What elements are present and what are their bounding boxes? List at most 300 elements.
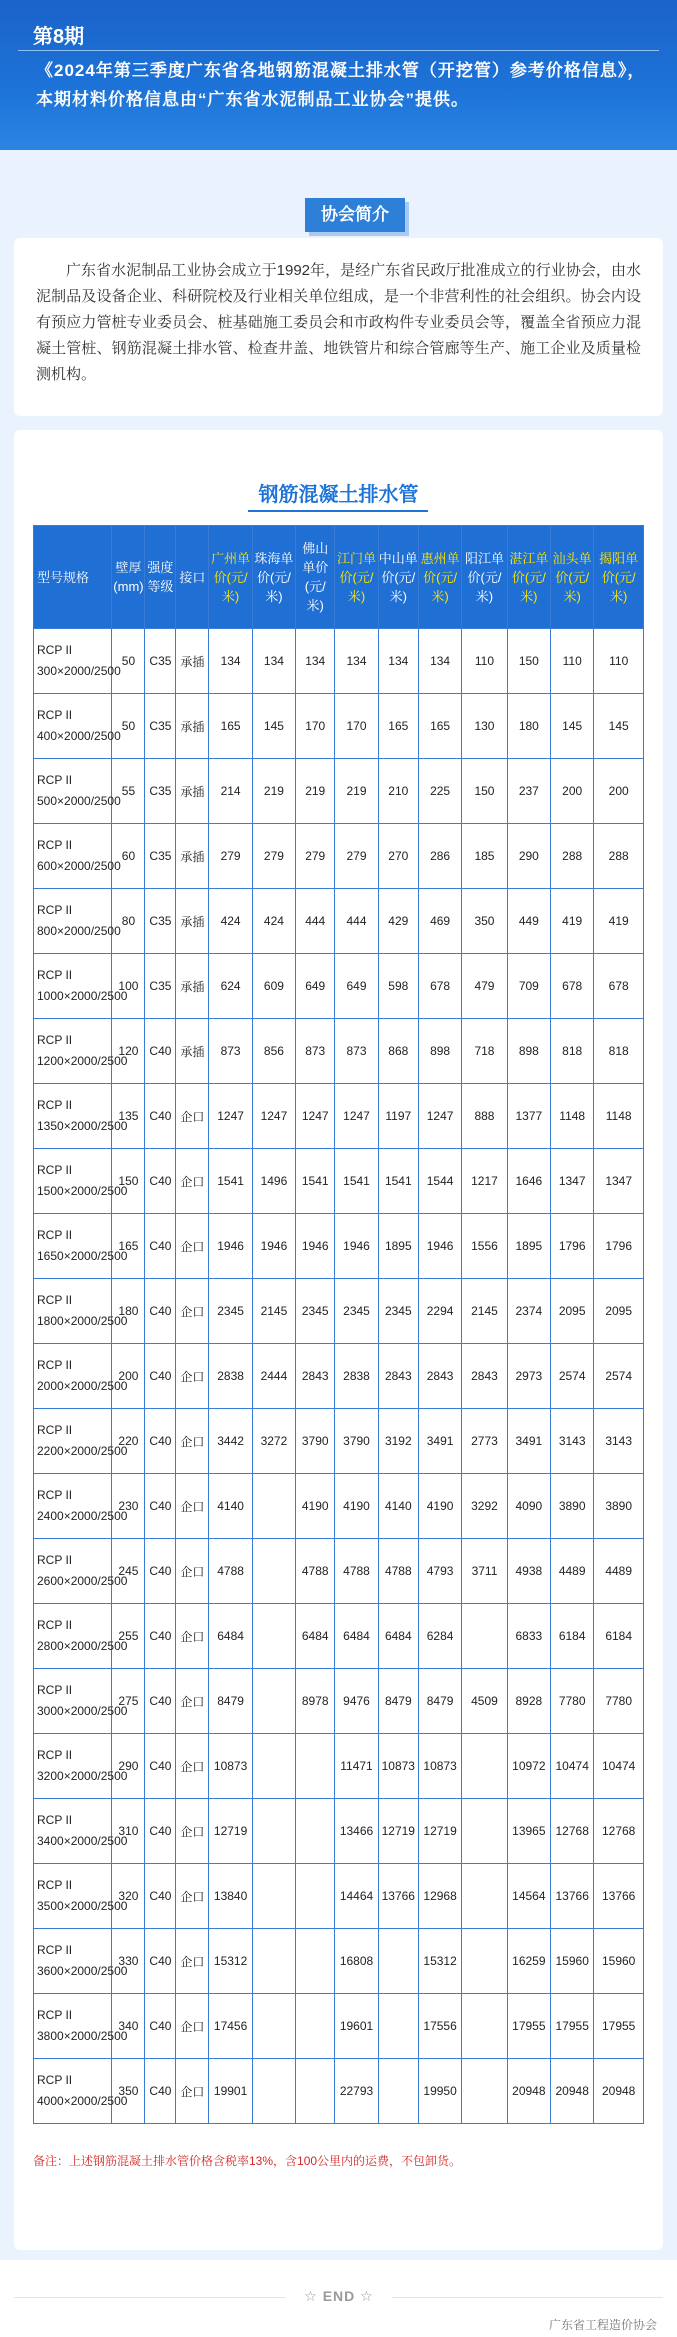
- table-cell: C35: [145, 759, 176, 824]
- table-cell: C35: [145, 694, 176, 759]
- column-header: 中山单价(元/米): [378, 526, 418, 629]
- table-cell: 134: [335, 629, 378, 694]
- table-cell: [378, 1994, 418, 2059]
- table-cell: 2574: [551, 1344, 594, 1409]
- table-cell: [462, 1864, 507, 1929]
- table-cell: 678: [594, 954, 644, 1019]
- table-cell: [252, 1734, 295, 1799]
- end-marker: ☆ END ☆: [304, 2288, 374, 2304]
- table-cell: 4190: [296, 1474, 335, 1539]
- table-cell: [296, 1799, 335, 1864]
- table-row: [34, 1799, 644, 1864]
- table-cell: 3711: [462, 1539, 507, 1604]
- table-row: [34, 1734, 644, 1799]
- table-cell: 3491: [507, 1409, 550, 1474]
- table-cell: 4140: [378, 1474, 418, 1539]
- table-cell: C40: [145, 1669, 176, 1734]
- spec-cell: RCP II 1800×2000/2500: [34, 1279, 112, 1344]
- spec-cell: RCP II 1200×2000/2500: [34, 1019, 112, 1084]
- table-cell: 1347: [551, 1149, 594, 1214]
- table-cell: 818: [551, 1019, 594, 1084]
- table-cell: 180: [112, 1279, 145, 1344]
- table-cell: 110: [594, 629, 644, 694]
- header-divider: [18, 50, 659, 51]
- table-cell: 624: [209, 954, 252, 1019]
- table-row: [34, 2059, 644, 2124]
- spec-cell: RCP II 1350×2000/2500: [34, 1084, 112, 1149]
- table-cell: 150: [507, 629, 550, 694]
- table-cell: [296, 1734, 335, 1799]
- table-cell: 1946: [418, 1214, 461, 1279]
- table-cell: 145: [594, 694, 644, 759]
- table-cell: 企口: [176, 1279, 209, 1344]
- spec-cell: RCP II 500×2000/2500: [34, 759, 112, 824]
- table-cell: 3143: [551, 1409, 594, 1474]
- table-cell: 2345: [378, 1279, 418, 1344]
- table-cell: 4090: [507, 1474, 550, 1539]
- table-cell: 1247: [418, 1084, 461, 1149]
- table-cell: 649: [296, 954, 335, 1019]
- table-cell: 1895: [378, 1214, 418, 1279]
- table-cell: 15960: [594, 1929, 644, 1994]
- spec-cell: RCP II 400×2000/2500: [34, 694, 112, 759]
- spec-cell: RCP II 3400×2000/2500: [34, 1799, 112, 1864]
- table-cell: C35: [145, 629, 176, 694]
- table-row: [34, 1344, 644, 1409]
- table-cell: 17955: [594, 1994, 644, 2059]
- table-cell: 17556: [418, 1994, 461, 2059]
- table-cell: 企口: [176, 1864, 209, 1929]
- column-header: 江门单价(元/米): [335, 526, 378, 629]
- table-cell: 2345: [209, 1279, 252, 1344]
- table-cell: 13965: [507, 1799, 550, 1864]
- table-cell: 1247: [335, 1084, 378, 1149]
- table-cell: 898: [418, 1019, 461, 1084]
- table-cell: 8978: [296, 1669, 335, 1734]
- table-cell: 868: [378, 1019, 418, 1084]
- table-cell: 110: [551, 629, 594, 694]
- table-cell: 1496: [252, 1149, 295, 1214]
- table-cell: C40: [145, 1084, 176, 1149]
- table-row: [34, 1474, 644, 1539]
- table-cell: 1946: [252, 1214, 295, 1279]
- table-cell: 419: [551, 889, 594, 954]
- table-cell: 承插: [176, 759, 209, 824]
- table-cell: 2345: [296, 1279, 335, 1344]
- table-cell: 4140: [209, 1474, 252, 1539]
- table-cell: 330: [112, 1929, 145, 1994]
- table-cell: 200: [594, 759, 644, 824]
- table-cell: 4788: [296, 1539, 335, 1604]
- table-cell: 企口: [176, 1149, 209, 1214]
- table-cell: C40: [145, 1279, 176, 1344]
- table-cell: 170: [335, 694, 378, 759]
- price-table-card: [14, 430, 663, 2250]
- table-cell: 237: [507, 759, 550, 824]
- table-cell: 2843: [378, 1344, 418, 1409]
- table-cell: 10972: [507, 1734, 550, 1799]
- table-cell: 4938: [507, 1539, 550, 1604]
- table-cell: [252, 2059, 295, 2124]
- table-cell: 6833: [507, 1604, 550, 1669]
- table-cell: 678: [551, 954, 594, 1019]
- table-cell: 2095: [551, 1279, 594, 1344]
- footer-divider-left: [14, 2297, 286, 2298]
- table-cell: 1946: [296, 1214, 335, 1279]
- table-cell: C40: [145, 1019, 176, 1084]
- table-cell: 10873: [418, 1734, 461, 1799]
- table-cell: C40: [145, 1994, 176, 2059]
- table-cell: 230: [112, 1474, 145, 1539]
- spec-cell: RCP II 2600×2000/2500: [34, 1539, 112, 1604]
- table-cell: 1895: [507, 1214, 550, 1279]
- table-cell: 424: [252, 889, 295, 954]
- table-cell: 6484: [335, 1604, 378, 1669]
- header-banner: [0, 0, 677, 150]
- table-cell: 145: [252, 694, 295, 759]
- table-cell: 企口: [176, 1344, 209, 1409]
- table-cell: 12768: [551, 1799, 594, 1864]
- table-cell: 15312: [209, 1929, 252, 1994]
- table-cell: 3143: [594, 1409, 644, 1474]
- table-cell: 2145: [462, 1279, 507, 1344]
- table-cell: 1541: [335, 1149, 378, 1214]
- table-cell: 10474: [551, 1734, 594, 1799]
- spec-cell: RCP II 300×2000/2500: [34, 629, 112, 694]
- column-header: 壁厚(mm): [112, 526, 145, 629]
- table-cell: 6284: [418, 1604, 461, 1669]
- table-cell: 13766: [594, 1864, 644, 1929]
- spec-cell: RCP II 1650×2000/2500: [34, 1214, 112, 1279]
- table-cell: 企口: [176, 1084, 209, 1149]
- table-cell: 1247: [296, 1084, 335, 1149]
- table-cell: 15312: [418, 1929, 461, 1994]
- table-cell: 13766: [378, 1864, 418, 1929]
- table-cell: 2095: [594, 1279, 644, 1344]
- table-cell: C40: [145, 1539, 176, 1604]
- table-cell: C40: [145, 1929, 176, 1994]
- table-row: [34, 1409, 644, 1474]
- table-cell: 承插: [176, 1019, 209, 1084]
- table-cell: 1197: [378, 1084, 418, 1149]
- table-cell: 888: [462, 1084, 507, 1149]
- table-cell: 50: [112, 694, 145, 759]
- column-header: 佛山单价(元/米): [296, 526, 335, 629]
- table-cell: 3890: [551, 1474, 594, 1539]
- table-cell: 609: [252, 954, 295, 1019]
- table-cell: 企口: [176, 1214, 209, 1279]
- spec-cell: RCP II 1000×2000/2500: [34, 954, 112, 1019]
- table-row: [34, 824, 644, 889]
- table-cell: 80: [112, 889, 145, 954]
- table-cell: 企口: [176, 1539, 209, 1604]
- table-cell: 2773: [462, 1409, 507, 1474]
- table-cell: 678: [418, 954, 461, 1019]
- table-header-row: [34, 526, 644, 629]
- table-cell: 14564: [507, 1864, 550, 1929]
- table-cell: [252, 1799, 295, 1864]
- table-cell: 17955: [551, 1994, 594, 2059]
- table-cell: 180: [507, 694, 550, 759]
- spec-cell: RCP II 600×2000/2500: [34, 824, 112, 889]
- table-cell: 8479: [378, 1669, 418, 1734]
- table-cell: 19601: [335, 1994, 378, 2059]
- table-row: [34, 1539, 644, 1604]
- table-cell: C40: [145, 1734, 176, 1799]
- table-cell: 286: [418, 824, 461, 889]
- table-cell: 135: [112, 1084, 145, 1149]
- table-cell: 企口: [176, 1994, 209, 2059]
- table-cell: C40: [145, 1214, 176, 1279]
- column-header: 强度等级: [145, 526, 176, 629]
- table-cell: 1946: [335, 1214, 378, 1279]
- table-row: [34, 1994, 644, 2059]
- table-cell: 444: [335, 889, 378, 954]
- table-cell: 3790: [296, 1409, 335, 1474]
- table-cell: 2145: [252, 1279, 295, 1344]
- table-cell: 134: [378, 629, 418, 694]
- table-cell: 承插: [176, 694, 209, 759]
- table-cell: 3790: [335, 1409, 378, 1474]
- table-cell: 1347: [594, 1149, 644, 1214]
- table-title: 钢筋混凝土排水管: [258, 484, 419, 506]
- column-header: 惠州单价(元/米): [418, 526, 461, 629]
- table-row: [34, 1669, 644, 1734]
- spec-cell: RCP II 2000×2000/2500: [34, 1344, 112, 1409]
- table-cell: 145: [551, 694, 594, 759]
- table-cell: 12719: [418, 1799, 461, 1864]
- spec-cell: RCP II 3600×2000/2500: [34, 1929, 112, 1994]
- table-cell: 12968: [418, 1864, 461, 1929]
- table-cell: 企口: [176, 1734, 209, 1799]
- table-cell: 718: [462, 1019, 507, 1084]
- table-row: [34, 629, 644, 694]
- table-cell: 13766: [551, 1864, 594, 1929]
- table-row: [34, 1864, 644, 1929]
- table-row: [34, 1149, 644, 1214]
- table-cell: 185: [462, 824, 507, 889]
- table-cell: 350: [112, 2059, 145, 2124]
- column-header: 型号规格: [34, 526, 112, 629]
- table-cell: 279: [209, 824, 252, 889]
- table-cell: [252, 1604, 295, 1669]
- table-cell: [462, 2059, 507, 2124]
- table-cell: 219: [296, 759, 335, 824]
- table-cell: 134: [252, 629, 295, 694]
- table-cell: [296, 1929, 335, 1994]
- source-watermark: 广东省工程造价协会: [548, 2318, 657, 2332]
- table-cell: [252, 1474, 295, 1539]
- table-cell: 130: [462, 694, 507, 759]
- table-cell: 55: [112, 759, 145, 824]
- intro-text: 广东省水泥制品工业协会成立于1992年，是经广东省民政厅批准成立的行业协会，由水泥制品及设备企业、科研院校及行业相关单位组成，是一个非营利性的社会组织。协会内设有预应力管桩专业委员会、桩基础施工委员会和市政构件专业委员会等，覆盖全省预应力混凝土管桩、钢筋混凝土排水管、检查井盖、地铁管片和综合管廊等生产、施工企业及质量检测机构。: [36, 262, 641, 383]
- table-cell: 255: [112, 1604, 145, 1669]
- table-cell: 275: [112, 1669, 145, 1734]
- table-cell: 165: [378, 694, 418, 759]
- table-cell: 50: [112, 629, 145, 694]
- table-cell: 13466: [335, 1799, 378, 1864]
- table-cell: 1541: [209, 1149, 252, 1214]
- table-cell: 8928: [507, 1669, 550, 1734]
- table-cell: 16259: [507, 1929, 550, 1994]
- table-cell: 165: [112, 1214, 145, 1279]
- table-cell: 1556: [462, 1214, 507, 1279]
- table-cell: 19950: [418, 2059, 461, 2124]
- table-cell: 2838: [209, 1344, 252, 1409]
- table-cell: 60: [112, 824, 145, 889]
- table-cell: 4190: [418, 1474, 461, 1539]
- table-cell: 598: [378, 954, 418, 1019]
- table-cell: 219: [335, 759, 378, 824]
- table-cell: 2838: [335, 1344, 378, 1409]
- table-cell: 17456: [209, 1994, 252, 2059]
- column-header: 接口: [176, 526, 209, 629]
- table-cell: [252, 1929, 295, 1994]
- table-cell: 2294: [418, 1279, 461, 1344]
- table-cell: 200: [112, 1344, 145, 1409]
- table-cell: 6484: [209, 1604, 252, 1669]
- table-cell: 3272: [252, 1409, 295, 1474]
- table-cell: [462, 1994, 507, 2059]
- table-cell: 310: [112, 1799, 145, 1864]
- table-cell: 225: [418, 759, 461, 824]
- table-cell: 210: [378, 759, 418, 824]
- table-cell: 150: [112, 1149, 145, 1214]
- footer-divider-right: [392, 2297, 663, 2298]
- table-cell: 279: [252, 824, 295, 889]
- table-cell: 7780: [551, 1669, 594, 1734]
- table-cell: [296, 1864, 335, 1929]
- table-cell: [378, 2059, 418, 2124]
- table-cell: 1148: [594, 1084, 644, 1149]
- table-cell: 279: [335, 824, 378, 889]
- table-cell: 873: [296, 1019, 335, 1084]
- table-cell: 企口: [176, 1474, 209, 1539]
- table-cell: 承插: [176, 824, 209, 889]
- table-cell: 340: [112, 1994, 145, 2059]
- spec-cell: RCP II 800×2000/2500: [34, 889, 112, 954]
- table-cell: 1247: [252, 1084, 295, 1149]
- table-cell: 6184: [551, 1604, 594, 1669]
- table-cell: 3192: [378, 1409, 418, 1474]
- table-cell: 10873: [378, 1734, 418, 1799]
- table-cell: 245: [112, 1539, 145, 1604]
- table-cell: [462, 1604, 507, 1669]
- table-cell: 承插: [176, 629, 209, 694]
- table-cell: 2843: [462, 1344, 507, 1409]
- table-cell: 2574: [594, 1344, 644, 1409]
- table-cell: 19901: [209, 2059, 252, 2124]
- spec-cell: RCP II 2400×2000/2500: [34, 1474, 112, 1539]
- table-cell: 3491: [418, 1409, 461, 1474]
- table-cell: 企口: [176, 2059, 209, 2124]
- table-cell: 649: [335, 954, 378, 1019]
- table-cell: 22793: [335, 2059, 378, 2124]
- table-cell: 4793: [418, 1539, 461, 1604]
- table-cell: 4190: [335, 1474, 378, 1539]
- table-cell: C40: [145, 1344, 176, 1409]
- table-cell: 270: [378, 824, 418, 889]
- table-row: [34, 1214, 644, 1279]
- table-cell: 2345: [335, 1279, 378, 1344]
- table-cell: 134: [209, 629, 252, 694]
- table-cell: [252, 1994, 295, 2059]
- table-cell: 4788: [209, 1539, 252, 1604]
- table-cell: 1646: [507, 1149, 550, 1214]
- table-cell: 15960: [551, 1929, 594, 1994]
- spec-cell: RCP II 1500×2000/2500: [34, 1149, 112, 1214]
- table-cell: 17955: [507, 1994, 550, 2059]
- issue-number: 第8期: [33, 26, 85, 48]
- table-cell: [296, 2059, 335, 2124]
- column-header: 珠海单价(元/米): [252, 526, 295, 629]
- table-cell: 2374: [507, 1279, 550, 1344]
- table-cell: 290: [507, 824, 550, 889]
- table-cell: 1541: [296, 1149, 335, 1214]
- table-row: [34, 954, 644, 1019]
- table-cell: [252, 1539, 295, 1604]
- table-cell: 856: [252, 1019, 295, 1084]
- table-cell: 419: [594, 889, 644, 954]
- table-cell: [252, 1864, 295, 1929]
- table-row: [34, 759, 644, 824]
- table-cell: 873: [209, 1019, 252, 1084]
- table-cell: C40: [145, 1864, 176, 1929]
- table-cell: 2973: [507, 1344, 550, 1409]
- table-cell: C40: [145, 1409, 176, 1474]
- table-cell: [462, 1929, 507, 1994]
- table-cell: 1796: [594, 1214, 644, 1279]
- table-cell: C40: [145, 1149, 176, 1214]
- table-cell: 350: [462, 889, 507, 954]
- table-cell: 企口: [176, 1669, 209, 1734]
- table-cell: C40: [145, 2059, 176, 2124]
- table-cell: 20948: [551, 2059, 594, 2124]
- table-cell: C40: [145, 1799, 176, 1864]
- table-cell: [296, 1994, 335, 2059]
- table-cell: 3890: [594, 1474, 644, 1539]
- table-cell: [378, 1929, 418, 1994]
- table-cell: 120: [112, 1019, 145, 1084]
- table-cell: 424: [209, 889, 252, 954]
- spec-cell: RCP II 4000×2000/2500: [34, 2059, 112, 2124]
- table-cell: 279: [296, 824, 335, 889]
- table-cell: C40: [145, 1474, 176, 1539]
- table-cell: 企口: [176, 1409, 209, 1474]
- table-cell: 企口: [176, 1799, 209, 1864]
- spec-cell: RCP II 3000×2000/2500: [34, 1669, 112, 1734]
- table-cell: [462, 1799, 507, 1864]
- spec-cell: RCP II 3200×2000/2500: [34, 1734, 112, 1799]
- table-cell: 1796: [551, 1214, 594, 1279]
- table-cell: 219: [252, 759, 295, 824]
- table-cell: 16808: [335, 1929, 378, 1994]
- table-cell: 1946: [209, 1214, 252, 1279]
- table-cell: 12719: [378, 1799, 418, 1864]
- table-cell: 134: [296, 629, 335, 694]
- table-cell: 134: [418, 629, 461, 694]
- table-cell: 20948: [507, 2059, 550, 2124]
- table-cell: 818: [594, 1019, 644, 1084]
- table-row: [34, 1019, 644, 1084]
- table-cell: 165: [418, 694, 461, 759]
- table-cell: 6484: [296, 1604, 335, 1669]
- table-row: [34, 1929, 644, 1994]
- table-cell: 10873: [209, 1734, 252, 1799]
- table-cell: 214: [209, 759, 252, 824]
- table-cell: 110: [462, 629, 507, 694]
- table-cell: 170: [296, 694, 335, 759]
